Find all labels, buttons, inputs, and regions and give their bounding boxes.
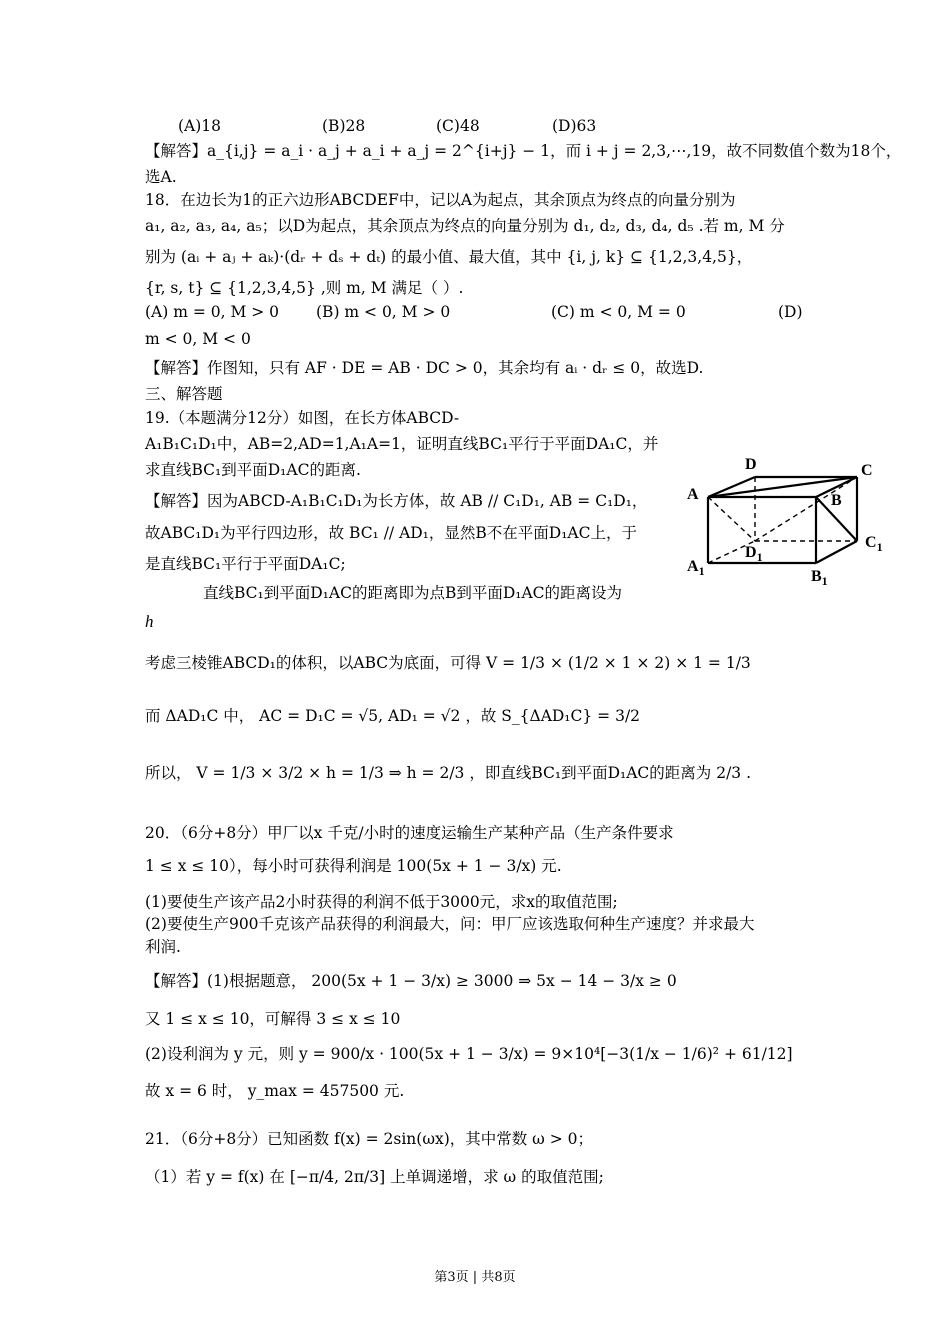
box-figure: [685, 455, 915, 590]
q18-option-c: (C) m < 0, M = 0: [551, 303, 686, 321]
q18-answer: 【解答】作图知，只有 AF · DE = AB · DC > 0，其余均有 aᵢ · dᵣ ≤ 0，故选D.: [145, 359, 704, 377]
q17-option-a: (A)18: [178, 117, 222, 135]
q18-line2: a₁, a₂, a₃, a₄, a₅；以D为起点，其余顶点为终点的向量分别为 d₁, d₂, d₃, d₄, d₅ .若 m, M 分: [145, 217, 785, 235]
q20-line5: 利润.: [145, 938, 181, 956]
label-D: D: [745, 456, 757, 473]
label-A1: $A_1$: [687, 558, 705, 578]
q19-line4: 【解答】因为ABCD-A₁B₁C₁D₁为长方体，故 AB // C₁D₁, AB = C₁D₁，: [145, 492, 648, 510]
q20-line8: (2)设利润为 y 元，则 y = 900/x · 100(5x + 1 − 3/x) = 9×10⁴[−3(1/x − 1/6)² + 61/12]: [145, 1045, 793, 1063]
q19-line9: 考虑三棱锥ABCD₁的体积，以ABC为底面，可得 V = 1/3 × (1/2 × 1 × 2) × 1 = 1/3: [145, 654, 751, 672]
section-title: 三、解答题: [145, 385, 223, 403]
label-D1: $D_1$: [745, 544, 763, 564]
q19-line8: h: [145, 612, 154, 631]
q20-line9: 故 x = 6 时， y_max = 457500 元.: [145, 1082, 405, 1100]
label-C1: $C_1$: [865, 534, 883, 554]
q20-line2: 1 ≤ x ≤ 10），每小时可获得利润是 100(5x + 1 − 3/x) 元.: [145, 857, 562, 875]
q20-line1: 20．（6分+8分）甲厂以x 千克/小时的速度运输生产某种产品（生产条件要求: [145, 824, 674, 842]
q20-line3: (1)要使生产该产品2小时获得的利润不低于3000元，求x的取值范围;: [145, 893, 618, 911]
q17-answer-line2: 选A.: [145, 168, 177, 186]
q20-line4: (2)要使生产900千克该产品获得的利润最大，问：甲厂应该选取何种生产速度？并求最大: [145, 915, 755, 933]
q19-line1: 19.（本题满分12分）如图，在长方体ABCD-: [145, 409, 460, 427]
q18-line1: 18．在边长为1的正六边形ABCDEF中，记以A为起点，其余顶点为终点的向量分别为: [145, 191, 736, 209]
label-B1: $B_1$: [811, 568, 828, 588]
q19-line3: 求直线BC₁到平面D₁AC的距离.: [145, 461, 361, 479]
q18-option-d-value: m < 0, M < 0: [145, 330, 251, 348]
q18-line4: {r, s, t} ⊆ {1,2,3,4,5} ,则 m, M 满足（ ）.: [145, 279, 464, 297]
q19-line10: 而 ΔAD₁C 中， AC = D₁C = √5, AD₁ = √2 ，故 S_{ΔAD₁C} = 3/2: [145, 707, 641, 725]
q18-option-d-label: (D): [778, 303, 803, 321]
q19-line6: 是直线BC₁平行于平面DA₁C;: [145, 555, 346, 573]
q17-option-b: (B)28: [322, 117, 366, 135]
label-A: A: [687, 486, 699, 503]
q17-answer-line1: 【解答】a_{i,j} = a_i · a_j + a_i + a_j = 2^{i+j} − 1，而 i + j = 2,3,⋯,19，故不同数值个数为18个，: [145, 142, 902, 160]
q19-line2: A₁B₁C₁D₁中，AB=2,AD=1,A₁A=1，证明直线BC₁平行于平面DA₁C，并: [145, 435, 659, 453]
q21-line2: （1）若 y = f(x) 在 [−π/4, 2π/3] 上单调递增，求 ω 的取值范围;: [145, 1168, 604, 1186]
q20-line6: 【解答】(1)根据题意， 200(5x + 1 − 3/x) ≥ 3000 ⇒ 5x − 14 − 3/x ≥ 0: [145, 972, 677, 990]
label-C: C: [861, 462, 873, 479]
q21-line1: 21．（6分+8分）已知函数 f(x) = 2sin(ωx)，其中常数 ω > 0；: [145, 1130, 594, 1148]
q20-line7: 又 1 ≤ x ≤ 10，可解得 3 ≤ x ≤ 10: [145, 1010, 401, 1028]
q18-option-a: (A) m = 0, M > 0: [145, 303, 280, 321]
q17-option-c: (C)48: [436, 117, 480, 135]
q19-line11: 所以， V = 1/3 × 3/2 × h = 1/3 ⇒ h = 2/3 ，即直线BC₁到平面D₁AC的距离为 2/3 .: [145, 764, 752, 782]
q18-line3: 别为 (aᵢ + aⱼ + aₖ)·(dᵣ + dₛ + dₜ) 的最小值、最大值，其中 {i, j, k} ⊆ {1,2,3,4,5}，: [145, 248, 753, 266]
q18-option-b: (B) m < 0, M > 0: [316, 303, 451, 321]
q17-option-d: (D)63: [552, 117, 597, 135]
q19-line7: 直线BC₁到平面D₁AC的距离即为点B到平面D₁AC的距离设为: [203, 584, 623, 602]
page-footer: 第3页 | 共8页: [434, 1270, 516, 1285]
q19-line5: 故ABC₁D₁为平行四边形，故 BC₁ // AD₁，显然B不在平面D₁AC上，于: [145, 524, 637, 542]
label-B: B: [831, 492, 842, 509]
